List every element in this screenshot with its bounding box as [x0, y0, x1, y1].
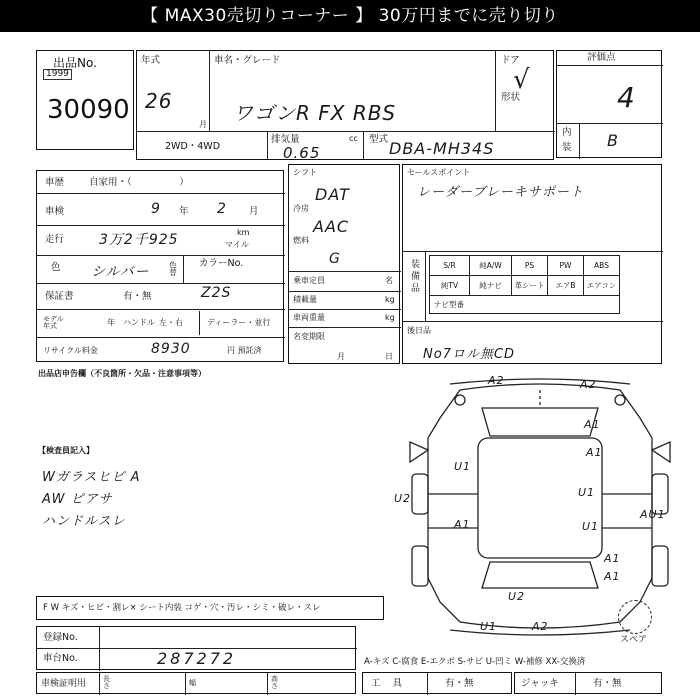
cert-label: 車検証明用 [41, 679, 87, 689]
spare-tire [618, 600, 652, 634]
ac-value: AAC [313, 217, 350, 236]
handle-label: ハンドル [123, 318, 155, 327]
tool-label: 工具 [371, 678, 415, 689]
displacement-label: 排気量 [271, 134, 300, 145]
km-unit: km [237, 228, 250, 237]
shift-value: DAT [315, 185, 350, 204]
mark-a1-right-low-2: A1 [604, 570, 621, 583]
recycle-value: 8930 [151, 341, 191, 357]
door-mark: √ [513, 65, 531, 95]
tool-box [362, 672, 512, 694]
mark-u1-left: U1 [454, 460, 472, 473]
registration-box [36, 626, 356, 670]
after-items-value: No7ロル無CD [423, 347, 516, 362]
lot-label: 出品No. [53, 56, 97, 70]
color-change-label: 色替 [168, 261, 178, 276]
score-label: 評価点 [587, 52, 616, 63]
reg-label: 登録No. [43, 632, 78, 643]
mark-u2-rear: U2 [508, 590, 526, 603]
cc-unit: cc [349, 134, 358, 143]
eq-aw: 純A/W [470, 256, 512, 276]
car-diagram [390, 378, 690, 636]
chassis-label: 車台No. [43, 653, 78, 664]
fuel-value: G [329, 251, 341, 267]
inspector-line-2: AW ピアサ [42, 492, 113, 507]
weight-unit: kg [385, 313, 395, 322]
shape-label: 形状 [501, 92, 521, 103]
inspector-line-1: Wガラスヒビ A [42, 470, 141, 485]
eq-aircon: エアコン [584, 276, 620, 296]
inspection-label: 車検 [45, 206, 65, 217]
capacity-label: 乗車定員 [293, 276, 325, 285]
equipment-table [429, 255, 620, 314]
inspection-month: 2 [217, 201, 227, 217]
inspection-year: 9 [151, 201, 161, 217]
mark-a2-front-right: A2 [580, 378, 597, 391]
sales-point-value: レーダーブレーキサポート [417, 185, 584, 200]
eq-tv: 純TV [430, 276, 470, 296]
lot-number-box [36, 50, 134, 150]
door-label: ドア [501, 55, 520, 66]
navi-model-label: ナビ型番 [430, 296, 620, 314]
eq-navi: 純ナビ [470, 276, 512, 296]
interior-label-1: 内 [562, 127, 572, 138]
interior-value: B [607, 131, 619, 150]
color-no-label: カラーNo. [199, 258, 244, 269]
mark-u1-right: U1 [578, 486, 596, 499]
jack-label: ジャッキ [521, 678, 559, 689]
eq-airbag: エアB [548, 276, 584, 296]
name-grade-label: 車名・グレード [214, 55, 281, 66]
year-value: 26 [145, 89, 173, 113]
drive-label: 2WD・4WD [165, 141, 221, 152]
inspector-label: 【検査員記入】 [38, 446, 94, 455]
model-value: DBA-MH34S [389, 139, 495, 158]
score-value: 4 [617, 81, 636, 114]
fw-row [36, 596, 384, 620]
mark-u1-right-2: U1 [582, 520, 600, 533]
inspection-month-unit: 月 [249, 206, 259, 217]
warranty-label: 保証書 [45, 291, 74, 302]
recycle-unit: 円 預託済 [227, 346, 262, 355]
mark-u1-rear: U1 [480, 620, 498, 633]
name-grade-value: ワゴンR FX RBS [233, 101, 397, 125]
cert-width: 幅 [189, 679, 196, 687]
spare-label: スペア [620, 635, 648, 645]
handle-value: 左・右 [159, 318, 183, 327]
banner-title: 【 MAX30売切りコーナー 】 30万円までに売り切り [0, 0, 700, 32]
equipment-label: 装備品 [409, 259, 419, 295]
mileage-value: 3万2千925 [99, 232, 179, 248]
mark-a1-right-2: A1 [586, 446, 603, 459]
first-reg-label: 名変期限 [293, 332, 325, 341]
fw-row-text: F W キズ・ヒビ・割レ× シート内装 コゲ・穴・汚レ・シミ・破レ・スレ [43, 603, 321, 613]
tool-value: 有・無 [445, 678, 474, 689]
grade-box [556, 50, 662, 158]
history-value: 自家用・（ ） [89, 177, 189, 188]
history-box [36, 170, 284, 362]
sales-point-box [402, 164, 662, 364]
inspection-year-unit: 年 [179, 206, 189, 217]
cert-height: 高さ [271, 675, 278, 690]
mark-u2-left: U2 [394, 492, 412, 505]
eq-leather: 革シート [512, 276, 548, 296]
report-label: 出品店申告欄（不良箇所・欠品・注意事項等） [38, 369, 206, 378]
eq-pw: PW [548, 256, 584, 276]
load-unit: kg [385, 295, 395, 304]
warranty-value: 有・無 [123, 291, 152, 302]
mark-a2-rear: A2 [532, 620, 549, 633]
year-label: 年式 [141, 55, 161, 66]
color-value: シルバー [91, 264, 150, 280]
jack-box [514, 672, 662, 694]
chassis-value: 287272 [157, 649, 237, 668]
capacity-unit: 名 [385, 276, 393, 285]
weight-label: 車両重量 [293, 313, 325, 322]
ac-label: 冷房 [293, 204, 309, 213]
first-reg-day-unit: 日 [385, 352, 393, 361]
damage-legend: A-キズ C-腐食 E-エクボ S-サビ U-凹ミ W-補修 XX-交換済 [364, 657, 586, 667]
shift-box [288, 164, 400, 364]
vehicle-info-box [136, 50, 554, 160]
sales-point-label: セールスポイント [407, 168, 471, 177]
mark-a1-left: A1 [454, 518, 471, 531]
mark-a1-right-low: A1 [604, 552, 621, 565]
eq-sr: S/R [430, 256, 470, 276]
mark-au1: AU1 [640, 508, 666, 521]
mileage-label: 走行 [45, 234, 65, 245]
after-items-label: 後日品 [407, 326, 431, 335]
shift-label: シフト [293, 168, 317, 177]
model-year-unit: 年 [107, 318, 115, 327]
eq-abs: ABS [584, 256, 620, 276]
lot-year-tag: 1999 [43, 69, 72, 80]
load-label: 積載量 [293, 295, 317, 304]
mark-a2-front-left: A2 [488, 374, 505, 387]
interior-label-2: 装 [562, 142, 572, 153]
model-year-label: モデル年式 [43, 315, 64, 330]
mile-unit: マイル [225, 240, 249, 249]
cert-length: 長さ [103, 675, 110, 690]
fuel-label: 燃料 [293, 236, 309, 245]
cert-box [36, 672, 356, 694]
dealer-label: ディーラー・並行 [207, 318, 271, 327]
jack-value: 有・無 [593, 678, 622, 689]
lot-number: 30090 [47, 95, 130, 125]
first-reg-unit: 月 [337, 352, 345, 361]
year-month-unit: 月 [199, 120, 207, 129]
model-label: 型式 [369, 134, 389, 145]
recycle-label: リサイクル料金 [43, 346, 98, 355]
mark-a1-right-top: A1 [584, 418, 601, 431]
history-label: 車歴 [45, 177, 65, 188]
color-label: 色 [51, 262, 61, 273]
inspector-line-3: ハンドルスレ [42, 514, 126, 529]
eq-ps: PS [512, 256, 548, 276]
color-no-value: Z2S [201, 285, 232, 301]
displacement-value: 0.65 [283, 144, 321, 162]
